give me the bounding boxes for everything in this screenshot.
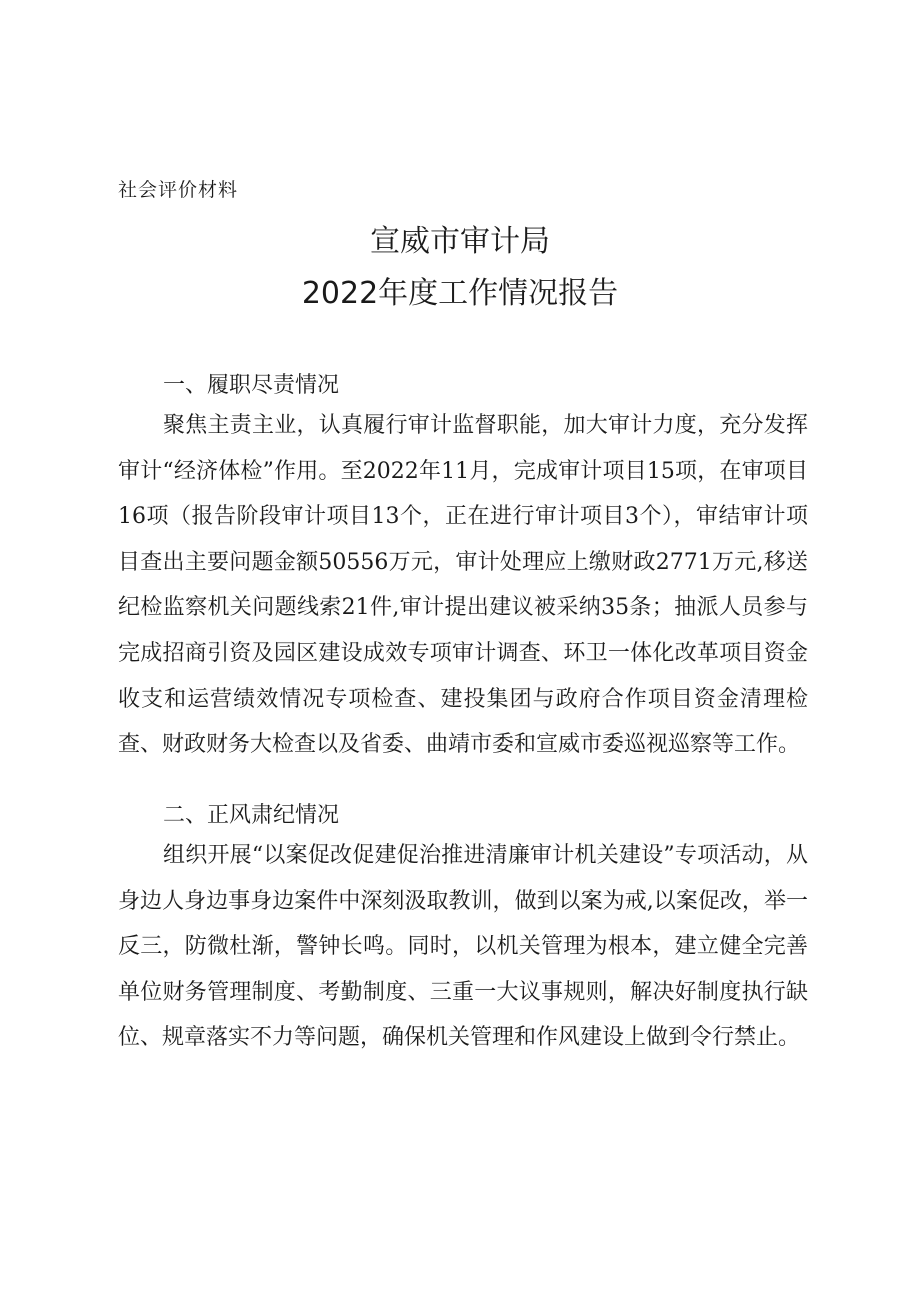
document-subtitle: 2022年度工作情况报告 bbox=[301, 276, 619, 311]
section-heading-discipline: 二、正风肃纪情况 bbox=[163, 803, 340, 828]
section-heading-duties: 一、履职尽责情况 bbox=[163, 373, 340, 398]
section-body-duties: 聚焦主责主业，认真履行审计监督职能，加大审计力度，充分发挥审计“经济体检”作用。至2022年11月，完成审计项目15项，在审项目16项（报告阶段审计项目13个，正在进行审计项目3个），审结审计项目查出主要问题金额50556万元，审计处理应上缴财政2771万元,移送纪检监察机关问题线索21件,审计提出建议被采纳35条；抽派人员参与完成招商引资及园区建设成效专项审计调查、环卫一体化改革项目资金收支和运营绩效情况专项检查、建投集团与政府合作项目资金清理检查、财政财务大检查以及省委、曲靖市委和宣威市委巡视巡察等工作。 bbox=[118, 413, 808, 758]
material-label: 社会评价材料 bbox=[118, 179, 239, 201]
document-title: 宣威市审计局 bbox=[370, 224, 550, 259]
section-body-discipline: 组织开展“以案促改促建促治推进清廉审计机关建设”专项活动，从身边人身边事身边案件中深刻汲取教训，做到以案为戒,以案促改，举一反三，防微杜渐，警钟长鸣。同时，以机关管理为根本，建立健全完善单位财务管理制度、考勤制度、三重一大议事规则，解决好制度执行缺位、规章落实不力等问题，确保机关管理和作风建设上做到令行禁止。 bbox=[118, 843, 808, 1051]
